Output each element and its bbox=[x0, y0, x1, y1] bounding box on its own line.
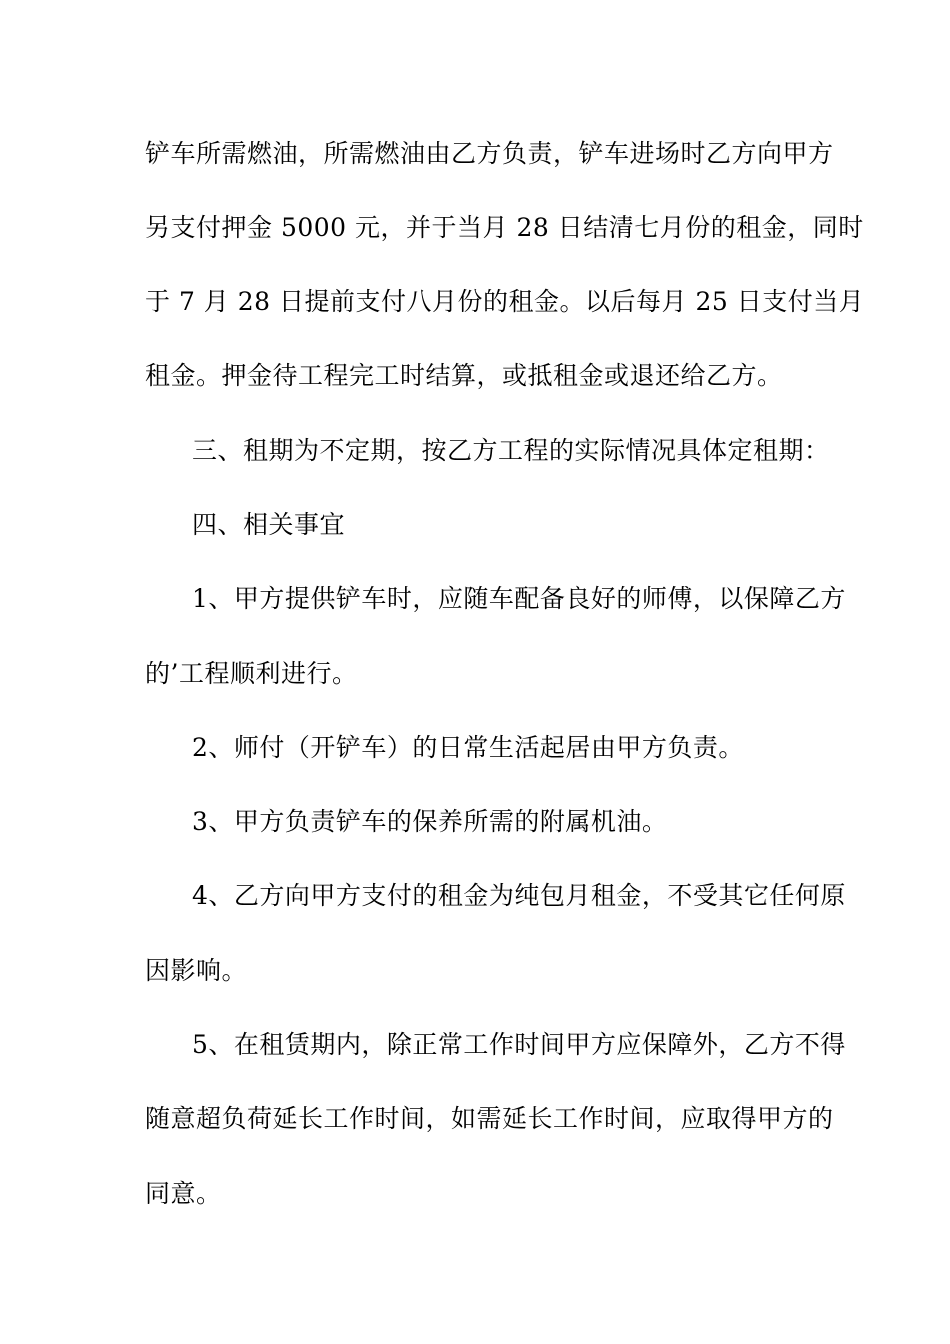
list-item: 5、在租赁期内，除正常工作时间甲方应保障外，乙方不得 bbox=[192, 1030, 846, 1059]
text-line: 租金。押金待工程完工时结算，或抵租金或退还给乙方。 bbox=[145, 361, 783, 390]
text-line: 铲车所需燃油，所需燃油由乙方负责，铲车进场时乙方向甲方 bbox=[145, 139, 834, 168]
text-line: 另支付押金 5000 元，并于当月 28 日结清七月份的租金，同时 bbox=[145, 213, 864, 242]
text-line: 同意。 bbox=[145, 1179, 222, 1208]
section-heading: 四、相关事宜 bbox=[192, 510, 346, 539]
section-heading: 三、租期为不定期，按乙方工程的实际情况具体定租期： bbox=[192, 436, 830, 465]
list-item: 3、甲方负责铲车的保养所需的附属机油。 bbox=[192, 807, 668, 836]
list-item: 2、师付（开铲车）的日常生活起居由甲方负责。 bbox=[192, 733, 744, 762]
list-item: 4、乙方向甲方支付的租金为纯包月租金，不受其它任何原 bbox=[192, 881, 846, 910]
text-line: 于 7 月 28 日提前支付八月份的租金。以后每月 25 日支付当月 bbox=[145, 287, 865, 316]
text-line: 随意超负荷延长工作时间，如需延长工作时间，应取得甲方的 bbox=[145, 1104, 834, 1133]
list-item: 1、甲方提供铲车时，应随车配备良好的师傅，以保障乙方 bbox=[192, 584, 846, 613]
text-line: 因影响。 bbox=[145, 956, 248, 985]
text-line: 的’工程顺利进行。 bbox=[145, 659, 358, 688]
